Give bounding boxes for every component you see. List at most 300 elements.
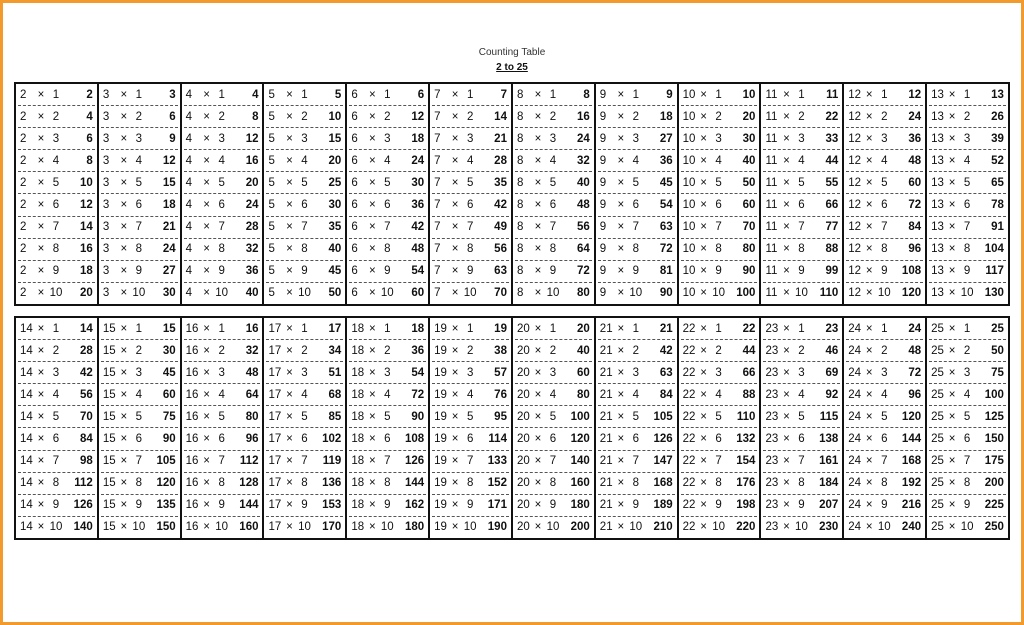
table-cell [18, 451, 95, 473]
product: 88 [825, 243, 839, 256]
table-cell [18, 428, 95, 450]
product: 128 [239, 477, 259, 490]
multiplier: 9 [632, 499, 639, 512]
times-sign: × [534, 243, 542, 256]
factor: 25 [931, 521, 944, 534]
table-cell [515, 406, 592, 428]
table-cell [184, 451, 261, 473]
multiplier: 9 [135, 265, 143, 278]
table-cell [515, 473, 592, 495]
multiplier: 3 [52, 366, 60, 379]
multiplier: 10 [132, 521, 146, 534]
times-sign: × [368, 521, 376, 534]
times-sign: × [534, 410, 542, 423]
product: 16 [245, 154, 259, 167]
multiplier: 9 [963, 499, 971, 512]
factor: 3 [102, 132, 110, 145]
product: 100 [984, 388, 1004, 401]
times-sign: × [948, 221, 956, 234]
times-sign: × [617, 265, 625, 278]
product: 46 [825, 344, 839, 357]
product: 72 [411, 388, 425, 401]
product: 55 [825, 176, 839, 189]
multiplier: 9 [881, 499, 888, 512]
factor: 4 [185, 199, 193, 212]
times-sign: × [948, 322, 956, 335]
product: 168 [901, 455, 922, 468]
multiplier: 8 [301, 243, 308, 256]
times-sign: × [286, 521, 293, 534]
factor: 9 [599, 287, 607, 300]
times-sign: × [368, 88, 376, 101]
table-cell [846, 128, 923, 150]
factor: 14 [20, 499, 33, 512]
times-sign: × [783, 455, 790, 468]
multiplier: 4 [881, 388, 888, 401]
multiplier: 3 [798, 132, 805, 145]
product: 16 [80, 243, 93, 256]
product: 9 [169, 132, 176, 145]
table-cell [515, 495, 592, 517]
table-cell [184, 473, 261, 495]
table-cell [101, 428, 178, 450]
table-column-25 [927, 318, 1008, 538]
multiplier: 3 [384, 132, 391, 145]
factor: 25 [931, 433, 944, 446]
times-sign: × [865, 499, 873, 512]
factor: 23 [765, 521, 779, 534]
factor: 5 [268, 265, 275, 278]
times-sign: × [203, 521, 211, 534]
factor: 22 [682, 455, 696, 468]
product: 12 [80, 199, 93, 212]
product: 54 [411, 366, 425, 379]
table-column-7 [430, 84, 513, 304]
factor: 4 [185, 88, 193, 101]
factor: 15 [102, 366, 116, 379]
multiplier: 6 [466, 433, 474, 446]
multiplier: 9 [632, 265, 639, 278]
product: 14 [494, 110, 507, 123]
times-sign: × [700, 243, 707, 256]
times-sign: × [37, 154, 45, 167]
table-cell [929, 84, 1006, 106]
product: 6 [86, 132, 93, 145]
product: 140 [73, 521, 93, 534]
product: 80 [577, 388, 590, 401]
multiplier: 3 [218, 132, 225, 145]
table-cell [349, 517, 426, 538]
factor: 6 [351, 132, 358, 145]
multiplier: 4 [963, 154, 971, 167]
factor: 9 [599, 176, 607, 189]
times-sign: × [286, 176, 293, 189]
factor: 25 [931, 455, 944, 468]
times-sign: × [617, 88, 625, 101]
multiplier: 3 [715, 132, 722, 145]
product: 14 [80, 221, 93, 234]
times-sign: × [37, 132, 45, 145]
times-sign: × [700, 366, 707, 379]
multiplier: 8 [963, 477, 971, 490]
multiplier: 4 [135, 388, 143, 401]
table-cell [681, 384, 758, 406]
factor: 12 [848, 199, 862, 212]
table-cell [598, 495, 675, 517]
factor: 15 [102, 433, 116, 446]
times-sign: × [37, 344, 45, 357]
times-sign: × [203, 221, 211, 234]
factor: 22 [682, 388, 696, 401]
times-sign: × [783, 221, 790, 234]
factor: 7 [434, 221, 441, 234]
table-cell [432, 261, 509, 283]
factor: 8 [516, 110, 524, 123]
product: 50 [991, 344, 1004, 357]
table-cell [18, 362, 95, 384]
factor: 25 [931, 366, 944, 379]
product: 30 [328, 199, 342, 212]
times-sign: × [203, 366, 211, 379]
product: 120 [901, 410, 922, 423]
times-sign: × [783, 243, 790, 256]
table-cell [598, 128, 675, 150]
factor: 22 [682, 521, 696, 534]
table-cell [432, 406, 509, 428]
product: 126 [73, 499, 93, 512]
product: 60 [742, 199, 756, 212]
table-cell [681, 473, 758, 495]
multiplier: 1 [632, 88, 639, 101]
table-cell [432, 362, 509, 384]
product: 80 [742, 243, 756, 256]
product: 84 [659, 388, 673, 401]
multiplier: 9 [301, 265, 308, 278]
factor: 10 [682, 221, 696, 234]
times-sign: × [203, 265, 211, 278]
table-cell [349, 428, 426, 450]
factor: 18 [351, 366, 365, 379]
times-sign: × [203, 477, 211, 490]
table-cell [349, 340, 426, 362]
multiplier: 3 [549, 366, 557, 379]
times-sign: × [286, 477, 293, 490]
times-sign: × [617, 521, 625, 534]
table-cell [929, 261, 1006, 283]
product: 144 [239, 499, 259, 512]
times-sign: × [120, 176, 128, 189]
multiplier: 5 [881, 410, 888, 423]
multiplier: 1 [466, 322, 474, 335]
multiplier: 2 [881, 344, 888, 357]
product: 12 [908, 88, 922, 101]
multiplier: 1 [549, 322, 557, 335]
product: 105 [653, 410, 673, 423]
factor: 16 [185, 455, 199, 468]
factor: 15 [102, 477, 116, 490]
factor: 7 [434, 132, 441, 145]
table-cell [266, 384, 343, 406]
multiplier: 6 [301, 433, 308, 446]
times-sign: × [783, 199, 790, 212]
product: 120 [901, 287, 922, 300]
multiplier: 6 [715, 199, 722, 212]
table-cell [101, 318, 178, 340]
times-sign: × [948, 132, 956, 145]
times-sign: × [120, 433, 128, 446]
multiplier: 3 [798, 366, 805, 379]
product: 21 [659, 322, 673, 335]
product: 18 [659, 110, 673, 123]
product: 153 [322, 499, 342, 512]
multiplier: 2 [384, 110, 391, 123]
product: 210 [653, 521, 673, 534]
factor: 14 [20, 388, 33, 401]
times-sign: × [368, 243, 376, 256]
table-cell [515, 261, 592, 283]
factor: 17 [268, 521, 282, 534]
table-cell [349, 384, 426, 406]
multiplier: 5 [466, 176, 474, 189]
times-sign: × [948, 110, 956, 123]
factor: 3 [102, 243, 110, 256]
product: 78 [991, 199, 1004, 212]
multiplier: 1 [549, 88, 557, 101]
multiplier: 4 [881, 154, 888, 167]
multiplier: 3 [632, 366, 639, 379]
factor: 14 [20, 433, 33, 446]
times-sign: × [534, 199, 542, 212]
multiplier: 2 [632, 110, 639, 123]
product: 250 [984, 521, 1004, 534]
multiplier: 1 [218, 88, 225, 101]
times-sign: × [120, 243, 128, 256]
multiplier: 8 [798, 243, 805, 256]
factor: 25 [931, 499, 944, 512]
product: 100 [736, 287, 756, 300]
table-cell [266, 128, 343, 150]
product: 160 [570, 477, 590, 490]
times-sign: × [368, 455, 376, 468]
table-cell [681, 172, 758, 194]
times-sign: × [783, 322, 790, 335]
multiplier: 1 [135, 88, 143, 101]
factor: 20 [516, 521, 530, 534]
factor: 12 [848, 243, 862, 256]
multiplier: 3 [963, 132, 971, 145]
times-sign: × [865, 455, 873, 468]
multiplier: 6 [549, 433, 557, 446]
product: 133 [487, 455, 507, 468]
times-sign: × [368, 132, 376, 145]
factor: 23 [765, 455, 779, 468]
table-cell [349, 217, 426, 239]
multiplier: 2 [466, 344, 474, 357]
times-sign: × [617, 388, 625, 401]
times-sign: × [617, 199, 625, 212]
product: 76 [494, 388, 507, 401]
multiplier: 8 [52, 477, 60, 490]
table-cell [929, 495, 1006, 517]
table-column-14 [16, 318, 99, 538]
factor: 5 [268, 221, 275, 234]
multiplier: 9 [135, 499, 143, 512]
times-sign: × [120, 344, 128, 357]
table-cell [515, 194, 592, 216]
table-cell [598, 84, 675, 106]
product: 63 [494, 265, 507, 278]
table-cell [763, 318, 840, 340]
factor: 15 [102, 521, 116, 534]
product: 42 [411, 221, 425, 234]
table-cell [763, 517, 840, 538]
product: 66 [742, 366, 756, 379]
table-cell [349, 495, 426, 517]
factor: 19 [434, 477, 447, 490]
product: 104 [984, 243, 1004, 256]
product: 80 [245, 410, 259, 423]
table-cell [18, 318, 95, 340]
table-cell [598, 194, 675, 216]
multiplier: 8 [218, 477, 225, 490]
product: 32 [245, 243, 259, 256]
product: 16 [245, 322, 259, 335]
table-cell [598, 106, 675, 128]
factor: 11 [765, 199, 778, 212]
product: 18 [162, 199, 176, 212]
factor: 23 [765, 388, 779, 401]
multiplier: 6 [963, 433, 971, 446]
times-sign: × [368, 110, 376, 123]
factor: 4 [185, 265, 193, 278]
times-sign: × [120, 455, 128, 468]
product: 35 [494, 176, 507, 189]
product: 170 [322, 521, 342, 534]
factor: 14 [20, 366, 33, 379]
product: 64 [577, 243, 590, 256]
times-sign: × [948, 199, 956, 212]
times-sign: × [700, 477, 707, 490]
table-cell [846, 384, 923, 406]
multiplier: 8 [384, 477, 391, 490]
multiplier: 4 [218, 154, 225, 167]
multiplier: 4 [798, 388, 805, 401]
factor: 3 [102, 287, 110, 300]
table-column-6 [347, 84, 430, 304]
table-cell [101, 451, 178, 473]
factor: 14 [20, 455, 33, 468]
multiplier: 6 [963, 199, 971, 212]
times-sign: × [617, 243, 625, 256]
factor: 16 [185, 322, 199, 335]
product: 49 [494, 221, 507, 234]
factor: 10 [682, 265, 696, 278]
multiplier: 1 [384, 88, 391, 101]
multiplier: 3 [135, 366, 143, 379]
table-cell [184, 406, 261, 428]
product: 57 [494, 366, 507, 379]
multiplier: 8 [384, 243, 391, 256]
factor: 24 [848, 499, 862, 512]
table-cell [681, 428, 758, 450]
table-cell [18, 283, 95, 304]
product: 20 [742, 110, 756, 123]
factor: 13 [931, 176, 944, 189]
table-cell [432, 340, 509, 362]
table-cell [266, 473, 343, 495]
factor: 7 [434, 199, 441, 212]
product: 10 [328, 110, 342, 123]
product: 63 [659, 221, 673, 234]
factor: 8 [516, 287, 524, 300]
times-sign: × [783, 477, 790, 490]
times-sign: × [783, 410, 790, 423]
table-cell [681, 261, 758, 283]
multiplier: 4 [963, 388, 971, 401]
multiplier: 8 [632, 243, 639, 256]
times-sign: × [37, 199, 45, 212]
product: 70 [742, 221, 756, 234]
times-sign: × [120, 477, 128, 490]
table-cell [763, 283, 840, 304]
multiplier: 8 [963, 243, 971, 256]
times-sign: × [700, 410, 707, 423]
times-sign: × [37, 499, 45, 512]
product: 108 [901, 265, 922, 278]
product: 135 [156, 499, 176, 512]
factor: 21 [599, 388, 613, 401]
factor: 18 [351, 322, 365, 335]
product: 150 [984, 433, 1004, 446]
factor: 20 [516, 477, 530, 490]
product: 24 [908, 110, 922, 123]
times-sign: × [534, 265, 542, 278]
multiplier: 4 [135, 154, 143, 167]
product: 14 [80, 322, 93, 335]
multiplier: 10 [795, 521, 808, 534]
times-sign: × [617, 344, 625, 357]
multiplier: 8 [218, 243, 225, 256]
product: 32 [577, 154, 590, 167]
multiplier: 8 [715, 477, 722, 490]
multiplier: 2 [549, 344, 557, 357]
multiplier: 3 [549, 132, 557, 145]
times-sign: × [203, 88, 211, 101]
multiplier: 2 [632, 344, 639, 357]
table-cell [184, 384, 261, 406]
times-sign: × [451, 110, 459, 123]
factor: 16 [185, 344, 199, 357]
table-cell [681, 128, 758, 150]
times-sign: × [286, 499, 293, 512]
table-cell [184, 318, 261, 340]
table-cell [184, 283, 261, 304]
factor: 13 [931, 265, 944, 278]
table-cell [681, 84, 758, 106]
table-cell [763, 217, 840, 239]
table-cell [101, 239, 178, 261]
product: 99 [825, 265, 839, 278]
factor: 4 [185, 221, 193, 234]
table-cell [515, 451, 592, 473]
factor: 6 [351, 221, 358, 234]
multiplier: 5 [963, 176, 971, 189]
multiplier: 10 [629, 287, 643, 300]
table-cell [184, 495, 261, 517]
times-sign: × [368, 477, 376, 490]
multiplier: 1 [632, 322, 639, 335]
product: 42 [659, 344, 673, 357]
